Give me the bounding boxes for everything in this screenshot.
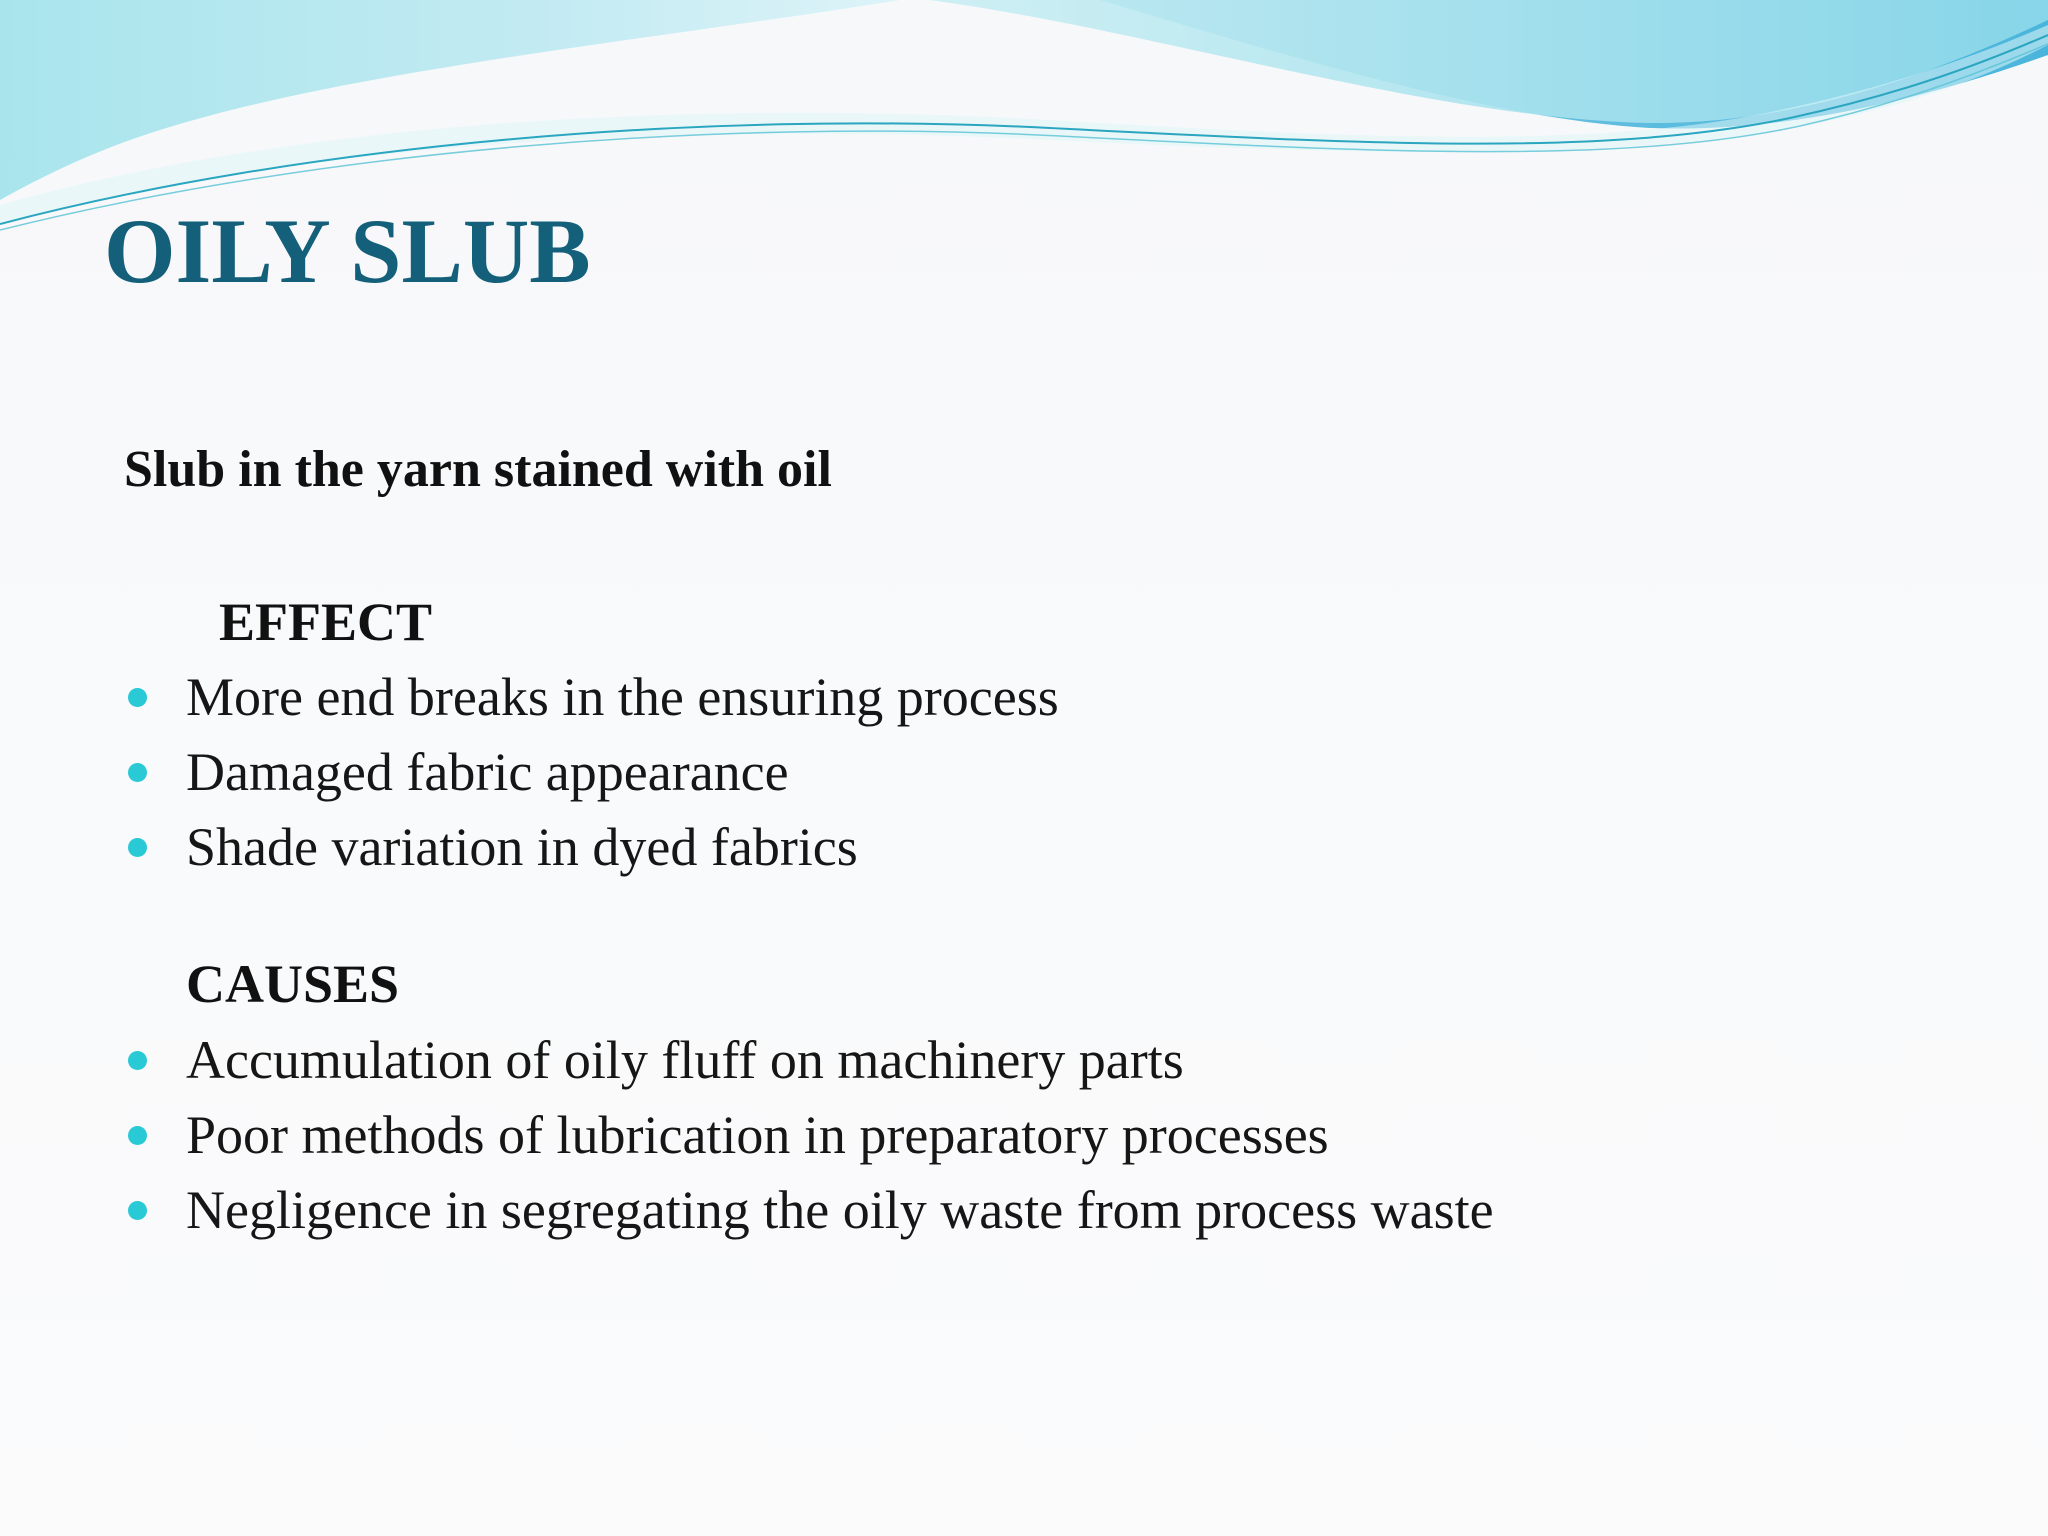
bullet-dot-icon [128, 1201, 147, 1220]
bullet-dot-icon [128, 1126, 147, 1145]
effect-heading: EFFECT [219, 592, 433, 652]
bullet-dot-icon [128, 1051, 147, 1070]
causes-item-text: Poor methods of lubrication in preparatory processes [186, 1105, 1329, 1165]
causes-heading: CAUSES [186, 954, 400, 1014]
bullet-dot-icon [128, 838, 147, 857]
effect-item-text: Damaged fabric appearance [186, 742, 789, 802]
bullet-dot-icon [128, 763, 147, 782]
effect-item-text: More end breaks in the ensuring process [186, 667, 1059, 727]
slide-title: OILY SLUB [104, 200, 591, 302]
causes-item-text: Accumulation of oily fluff on machinery parts [186, 1030, 1184, 1090]
effect-item-text: Shade variation in dyed fabrics [186, 817, 858, 877]
causes-item-text: Negligence in segregating the oily waste from process waste [186, 1180, 1494, 1240]
bullet-dot-icon [128, 688, 147, 707]
slide-subtitle: Slub in the yarn stained with oil [124, 441, 832, 498]
